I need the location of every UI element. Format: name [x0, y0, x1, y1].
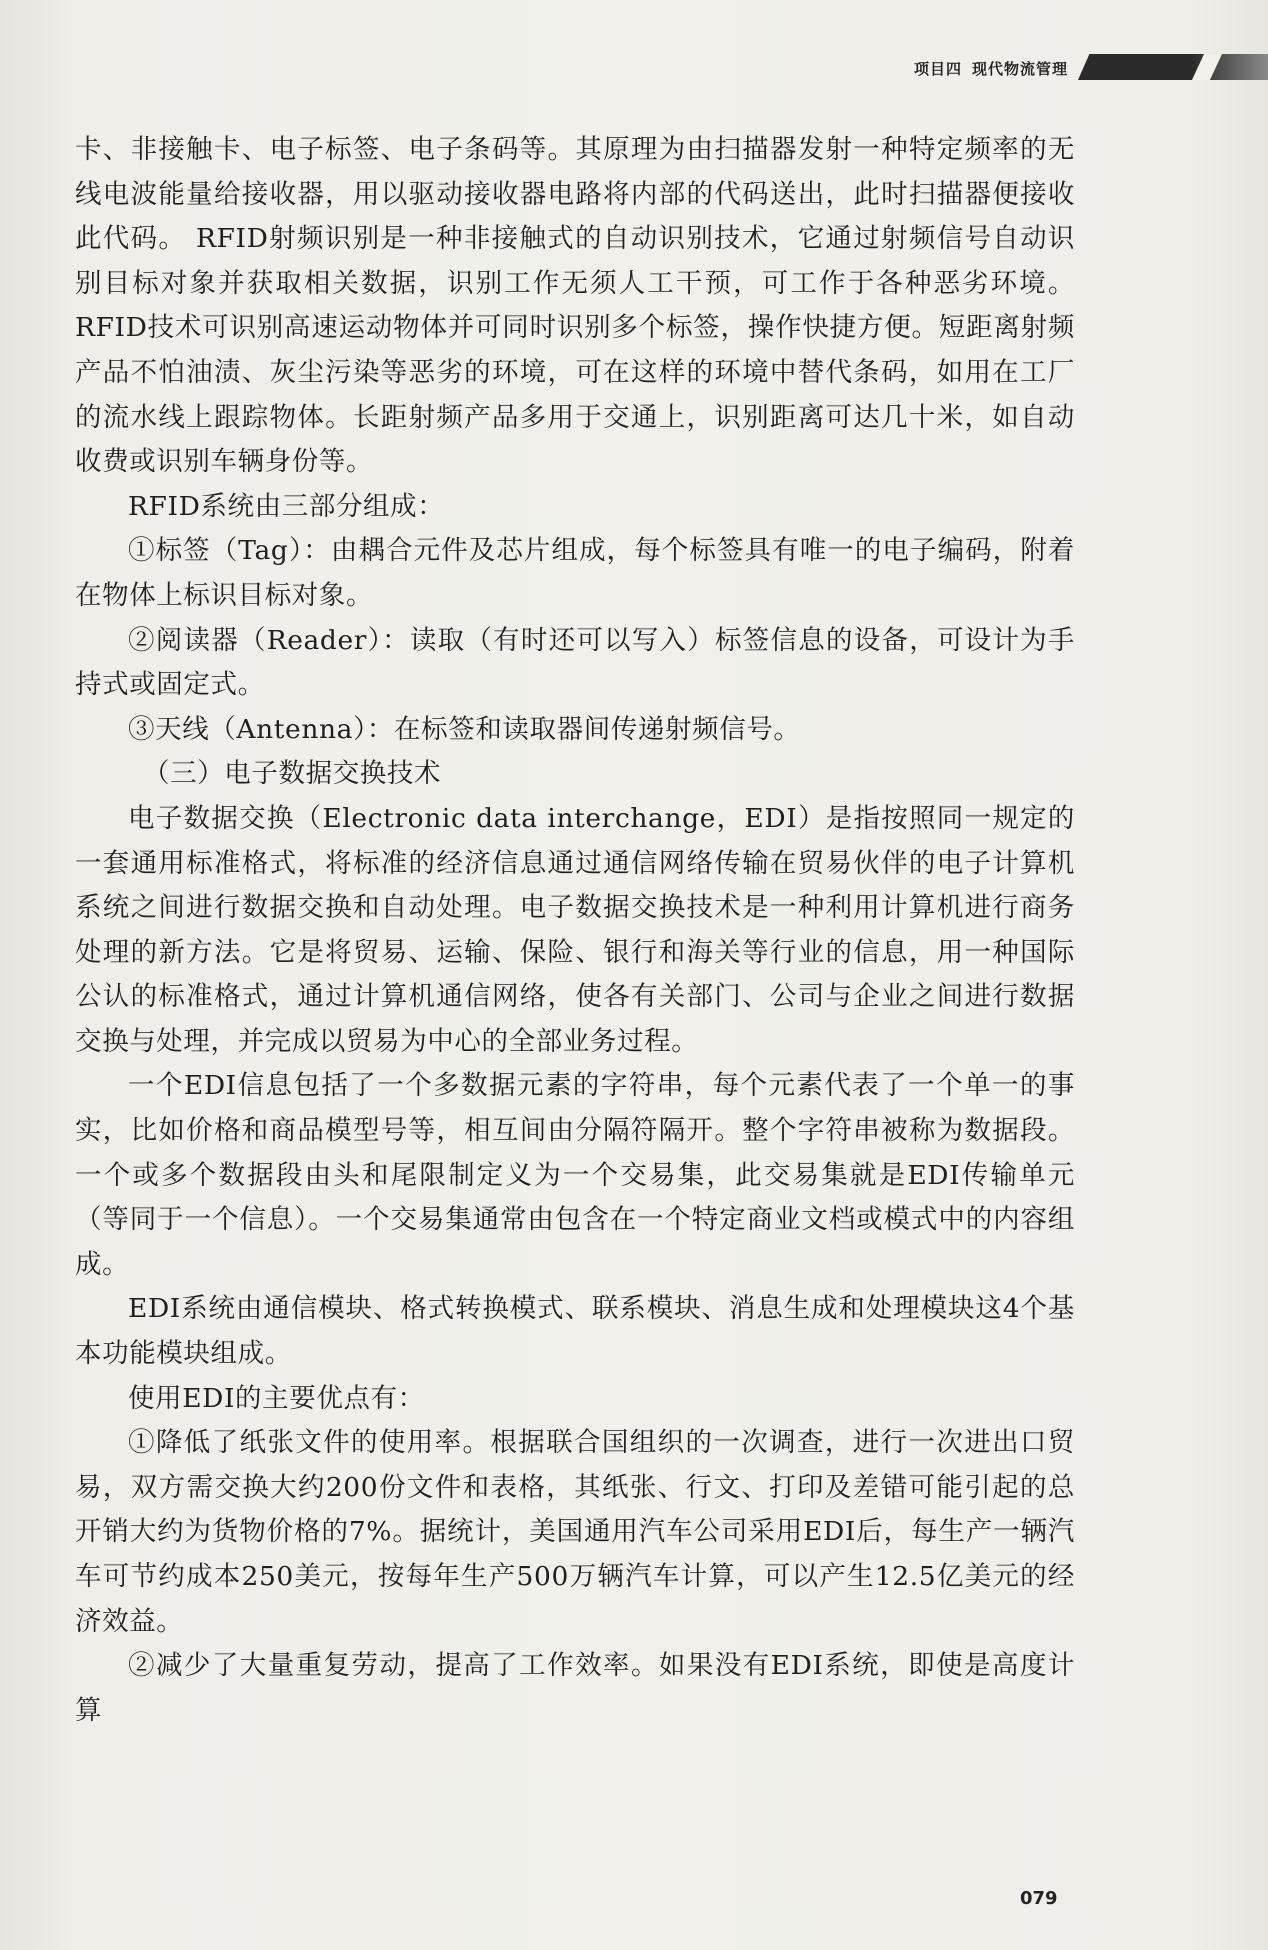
- paragraph-edi-advantages: 使用EDI的主要优点有：: [128, 1382, 425, 1414]
- header-text: [904, 58, 1068, 79]
- section-heading-edi: （三）电子数据交换技术: [143, 758, 442, 790]
- header-project: 项目四: [913, 60, 962, 78]
- paragraph-reader: ②阅读器（Reader）：读取（有时还可以写入）标签信息的设备，可设计为手持式或固定式。: [75, 624, 1075, 701]
- paragraph-advantage-2: ②减少了大量重复劳动，提高了工作效率。如果没有EDI系统，即使是高度计算: [75, 1650, 1075, 1726]
- paragraph-edi-definition: 电子数据交换（Electronic data interchange，EDI）是指按照同一规定的一套通用标准格式，将标准的经济信息通过通信网络传输在贸易伙伴的电子计算机系统之间进行数据交换和自动处理。电子数据交换技术是一种利用计算机进行商务处理的新方法。它是将贸易、运输、保险、银行和海关等行业的信息，用一种国际公认的标准格式，通过计算机通信网络，使各有关部门、公司与企业之间进行数据交换与处理，并完成以贸易为中心的全部业务过程。: [75, 802, 1075, 1057]
- paragraph-advantage-1: ①降低了纸张文件的使用率。根据联合国组织的一次调查，进行一次进出口贸易，双方需交换大约200份文件和表格，其纸张、行文、打印及差错可能引起的总开销大约为货物价格的7%。据统计，美国通用汽车公司采用EDI后，每生产一辆汽车可节约成本250美元，按每年生产500万辆汽车计算，可以产生12.5亿美元的经济效益。: [75, 1427, 1075, 1637]
- body-text: [75, 128, 1075, 1733]
- running-header: [880, 52, 1268, 92]
- paragraph-tag: ①标签（Tag）：由耦合元件及芯片组成，每个标签具有唯一的电子编码，附着在物体上标识目标对象。: [75, 535, 1075, 611]
- paragraph-rfid-components: RFID系统由三部分组成：: [128, 490, 445, 522]
- header-title: 现代物流管理: [971, 60, 1068, 78]
- paragraph-antenna: ③天线（Antenna）：在标签和读取器间传递射频信号。: [128, 713, 801, 745]
- paragraph-rfid-intro: 卡、非接触卡、电子标签、电子条码等。其原理为由扫描器发射一种特定频率的无线电波能量给接收器，用以驱动接收器电路将内部的代码送出，此时扫描器便接收此代码。 RFID射频识别是一种非接触式的自动识别技术，它通过射频信号自动识别目标对象并获取相关数据，识别工作无须人工干预，可工作于各种恶劣环境。RFID技术可识别高速运动物体并可同时识别多个标签，操作快捷方便。短距离射频产品不怕油渍、灰尘污染等恶劣的环境，可在这样的环境中替代条码，如用在工厂的流水线上跟踪物体。长距射频产品多用于交通上，识别距离可达几十米，如自动收费或识别车辆身份等。: [75, 134, 1075, 478]
- paragraph-edi-message: 一个EDI信息包括了一个多数据元素的字符串，每个元素代表了一个单一的事实，比如价格和商品模型号等，相互间由分隔符隔开。整个字符串被称为数据段。一个或多个数据段由头和尾限制定义为一个交易集，此交易集就是EDI传输单元（等同于一个信息）。一个交易集通常由包含在一个特定商业文档或模式中的内容组成。: [75, 1070, 1075, 1280]
- header-decor-bar: [1078, 54, 1268, 80]
- paragraph-edi-modules: EDI系统由通信模块、格式转换模式、联系模块、消息生成和处理模块这4个基本功能模块组成。: [75, 1293, 1075, 1370]
- page-number: 079: [1020, 1888, 1058, 1909]
